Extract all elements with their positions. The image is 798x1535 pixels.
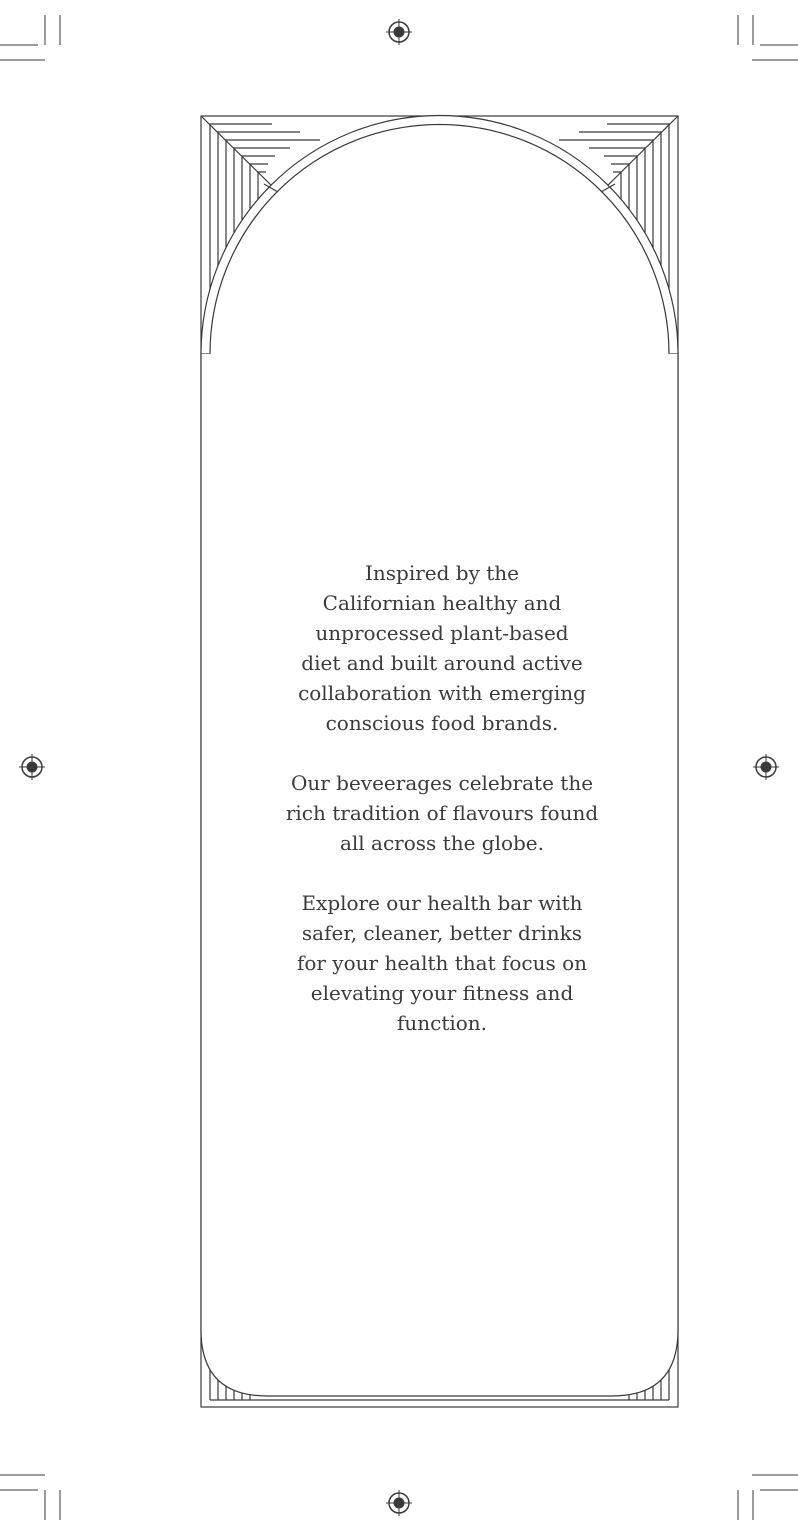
text-line: rich tradition of flavours found	[285, 801, 599, 825]
text-line: all across the globe.	[339, 831, 545, 855]
text-line: conscious food brands.	[325, 711, 559, 735]
registration-mark-left	[19, 754, 45, 780]
text-line: diet and built around active	[301, 651, 583, 675]
text-line: collaboration with emerging	[298, 681, 586, 705]
text-line: safer, cleaner, better drinks	[301, 921, 583, 945]
text-line: Californian healthy and	[322, 591, 562, 615]
text-line: for your health that focus on	[296, 951, 588, 975]
text-line: unprocessed plant-based	[315, 621, 569, 645]
registration-mark-right	[753, 754, 779, 780]
text-line: Our beveerages celebrate the	[290, 771, 594, 795]
beverages-paragraph	[262, 768, 622, 858]
text-line: Explore our health bar with	[301, 891, 583, 915]
arch-outer	[201, 115, 678, 354]
body-copy	[262, 558, 622, 1068]
registration-mark-top	[386, 19, 412, 45]
registration-mark-bottom	[386, 1490, 412, 1516]
text-line: elevating your fitness and	[310, 981, 574, 1005]
text-line: function.	[396, 1011, 488, 1035]
intro-paragraph	[262, 558, 622, 738]
text-line: Inspired by the	[364, 561, 519, 585]
explore-paragraph	[262, 888, 622, 1038]
